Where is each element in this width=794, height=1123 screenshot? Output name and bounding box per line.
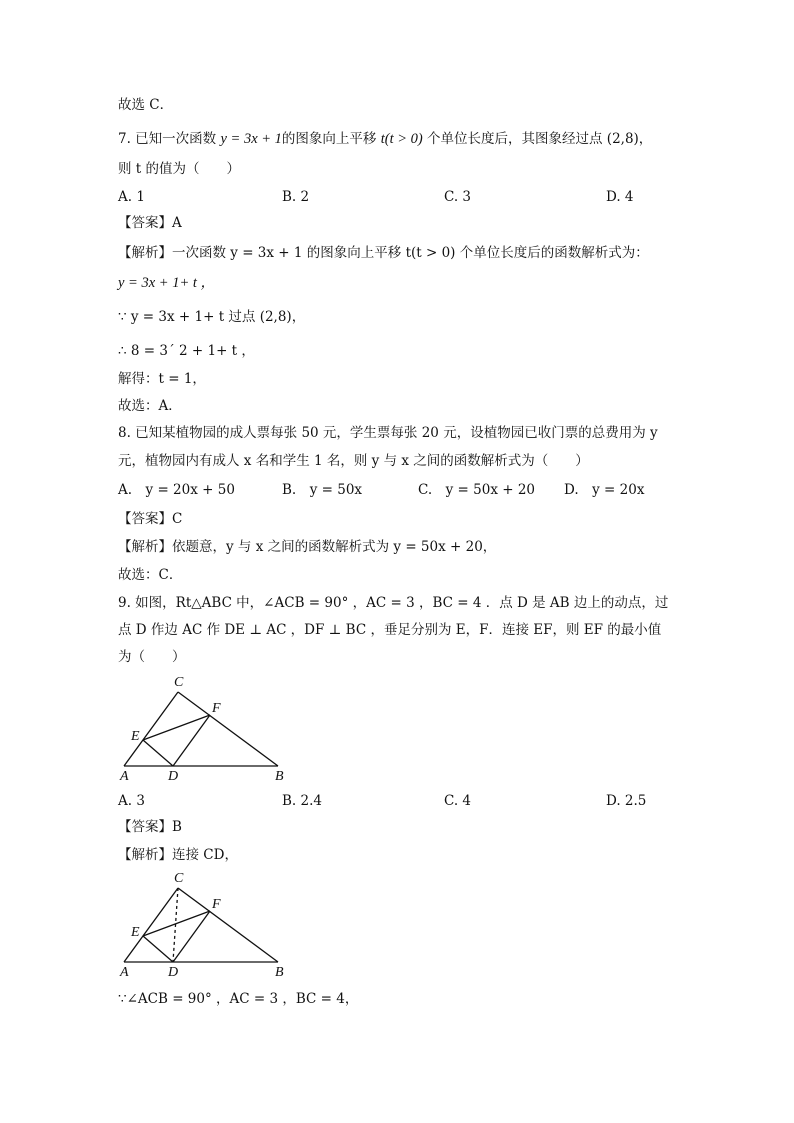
q7-explanation-4: ∴ 8 = 3´ 2 + 1+ t ， [118, 343, 255, 359]
label-f: F [212, 897, 221, 912]
q7-option-d: D. 4 [606, 189, 634, 205]
label-c: C [174, 871, 184, 886]
q9-explanation-2: ∵∠ACB = 90° ，AC = 3 ，BC = 4， [118, 991, 359, 1007]
segment-df [173, 911, 210, 962]
q8-explanation-2: 故选：C． [118, 567, 183, 583]
q7-option-c: C. 3 [444, 189, 472, 205]
q7-explanation-6: 故选：A． [118, 398, 182, 414]
q9-option-b: B. 2.4 [282, 793, 322, 809]
q8-explanation-1: 【解析】依题意，y 与 x 之间的函数解析式为 y = 50x + 20， [118, 539, 497, 555]
label-f: F [212, 701, 221, 716]
q9-triangle-figure [112, 672, 302, 784]
q7-shift: t(t > 0) [380, 131, 423, 147]
q8-option-d: D. y = 20x [564, 482, 645, 498]
q7-explanation-5: 解得：t = 1， [118, 371, 206, 387]
q9-stem-line2: 点 D 作边 AC 作 DE ⊥ AC ，DF ⊥ BC ，垂足分别为 E，F．连接 EF，则 EF 的最小值 [118, 622, 662, 638]
label-d: D [168, 769, 179, 784]
label-b: B [275, 965, 284, 980]
segment-ef [143, 715, 210, 740]
q8-stem-line2: 元，植物园内有成人 x 名和学生 1 名，则 y 与 x 之间的函数解析式为（ ） [118, 453, 589, 469]
line-conclusion: 故选 C． [118, 97, 174, 113]
q8-option-b: B. y = 50x [282, 482, 363, 498]
q7-explanation-3: ∵ y = 3x + 1+ t 过点 (2,8)， [118, 309, 306, 325]
q9-solution-figure [112, 868, 302, 980]
label-a: A [120, 769, 129, 784]
q7-stem-part: 的图象向上平移 [281, 131, 381, 147]
q8-answer: 【答案】C [118, 511, 183, 527]
label-b: B [275, 769, 284, 784]
label-c: C [174, 675, 184, 690]
q7-stem-part: 个单位长度后，其图象经过点 (2,8)， [422, 131, 653, 147]
label-e: E [131, 925, 140, 940]
q7-option-a: A. 1 [118, 189, 145, 205]
q7-option-b: B. 2 [282, 189, 310, 205]
q9-option-c: C. 4 [444, 793, 472, 809]
side-cb [178, 888, 278, 962]
q9-stem-line1: 9. 如图，Rt△ABC 中，∠ACB = 90° ，AC = 3 ，BC = 4 ．点 D 是 AB 边上的动点，过 [118, 595, 669, 611]
q9-option-a: A. 3 [118, 793, 145, 809]
q7-answer: 【答案】A [118, 215, 182, 231]
q8-option-c: C. y = 50x + 20 [418, 482, 536, 498]
q7-function: y = 3x + 1 [220, 131, 282, 147]
q9-explanation-1: 【解析】连接 CD， [118, 847, 238, 863]
q9-stem-line3: 为（ ） [118, 649, 186, 665]
q7-stem-line2: 则 t 的值为（ ） [118, 161, 241, 177]
q9-answer: 【答案】B [118, 819, 182, 835]
q7-stem-line1 [118, 130, 652, 148]
segment-de [143, 936, 173, 962]
label-d: D [168, 965, 179, 980]
q8-option-a: A. y = 20x + 50 [118, 482, 235, 498]
q9-option-d: D. 2.5 [606, 793, 647, 809]
q7-explanation-2: y = 3x + 1+ t ， [118, 275, 216, 291]
label-e: E [131, 729, 140, 744]
side-cb [178, 692, 278, 766]
q7-explanation-1: 【解析】一次函数 y = 3x + 1 的图象向上平移 t(t > 0) 个单位长度后的函数解析式为： [118, 245, 649, 261]
segment-df [173, 715, 210, 766]
segment-de [143, 740, 173, 766]
label-a: A [120, 965, 129, 980]
q8-stem-line1: 8. 已知某植物园的成人票每张 50 元，学生票每张 20 元，设植物园已收门票的总费用为 y [118, 425, 658, 441]
q7-stem-part: 7. 已知一次函数 [118, 131, 221, 147]
